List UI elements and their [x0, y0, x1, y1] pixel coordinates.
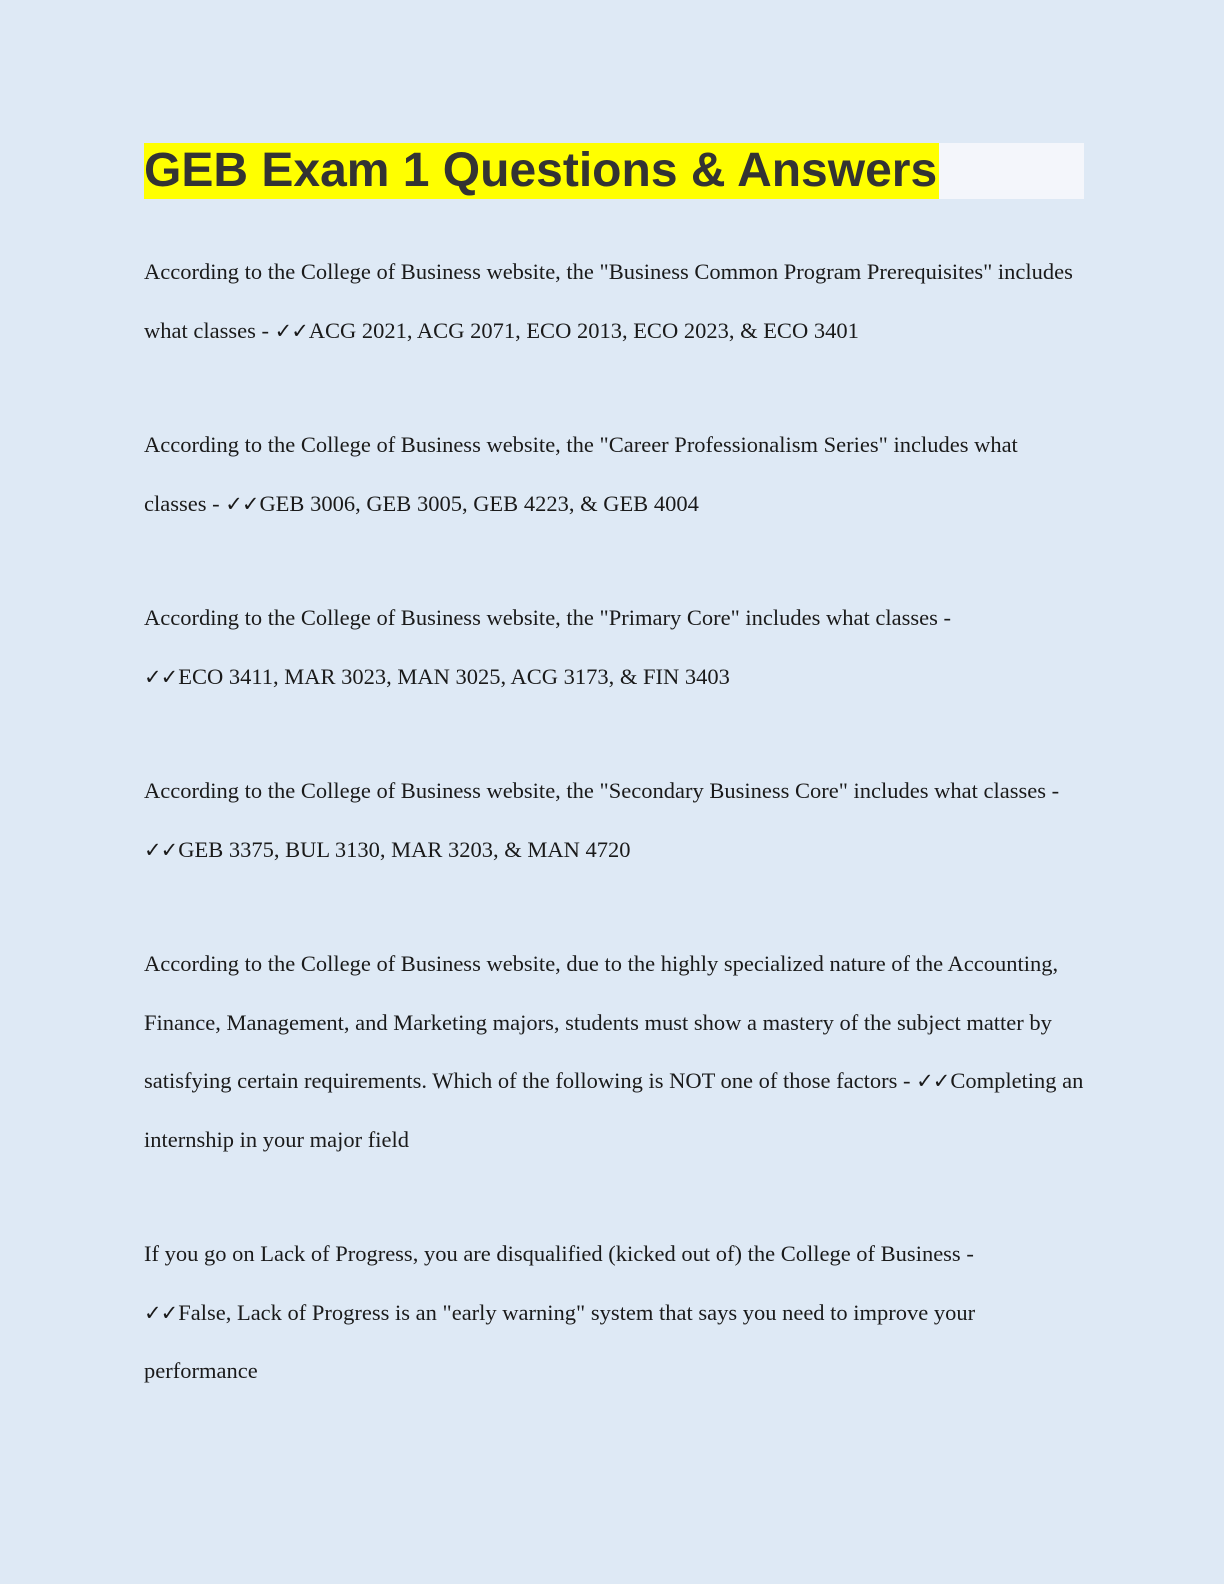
qa-item [144, 416, 1084, 533]
answer-text: ACG 2021, ACG 2071, ECO 2013, ECO 2023, & ECO 3401 [308, 317, 859, 343]
check-mark-icon: ✓✓ [916, 1069, 950, 1093]
question-text: According to the College of Business website, the "Primary Core" includes what classes - [144, 605, 951, 630]
qa-list [144, 243, 1084, 1401]
title-bar [144, 143, 1084, 199]
qa-item [144, 589, 1084, 706]
qa-text [144, 935, 1084, 1169]
answer-text: False, Lack of Progress is an "early warning" system that says you need to improve your performance [144, 1299, 976, 1383]
check-mark-icon: ✓✓ [144, 837, 178, 862]
answer-text: ECO 3411, MAR 3023, MAN 3025, ACG 3173, & FIN 3403 [178, 663, 730, 689]
question-text: According to the College of Business website, the "Secondary Business Core" includes what classes - [144, 778, 1060, 803]
qa-item [144, 935, 1084, 1169]
question-text: According to the College of Business website, due to the highly specialized nature of the Accounting, Finance, Management, and Marketing majors, students must show a mastery of the subject matter by satisfying certain requirements. Which of the following is NOT one of those factors - [144, 951, 1059, 1093]
answer-text: GEB 3375, BUL 3130, MAR 3203, & MAN 4720 [178, 836, 631, 862]
check-mark-icon: ✓✓ [225, 491, 259, 516]
qa-text [144, 589, 1084, 706]
answer-text: Completing an internship in your major field [144, 1068, 1084, 1152]
check-mark-icon: ✓✓ [144, 664, 178, 689]
qa-text [144, 416, 1084, 533]
question-text: If you go on Lack of Progress, you are disqualified (kicked out of) the College of Business - [144, 1241, 974, 1266]
check-mark-icon: ✓✓ [144, 1300, 178, 1325]
answer-text: GEB 3006, GEB 3005, GEB 4223, & GEB 4004 [259, 490, 699, 516]
qa-text [144, 762, 1084, 879]
qa-text [144, 243, 1084, 360]
qa-item [144, 762, 1084, 879]
qa-item [144, 1225, 1084, 1401]
qa-item [144, 243, 1084, 360]
question-text: According to the College of Business website, the "Business Common Program Prerequisites" includes what classes - [144, 259, 1073, 343]
page-title: GEB Exam 1 Questions & Answers [144, 144, 938, 197]
question-text: According to the College of Business website, the "Career Professionalism Series" includes what classes - [144, 432, 1018, 516]
check-mark-icon: ✓✓ [274, 318, 308, 343]
document-page [144, 143, 1084, 1457]
qa-text [144, 1225, 1084, 1401]
